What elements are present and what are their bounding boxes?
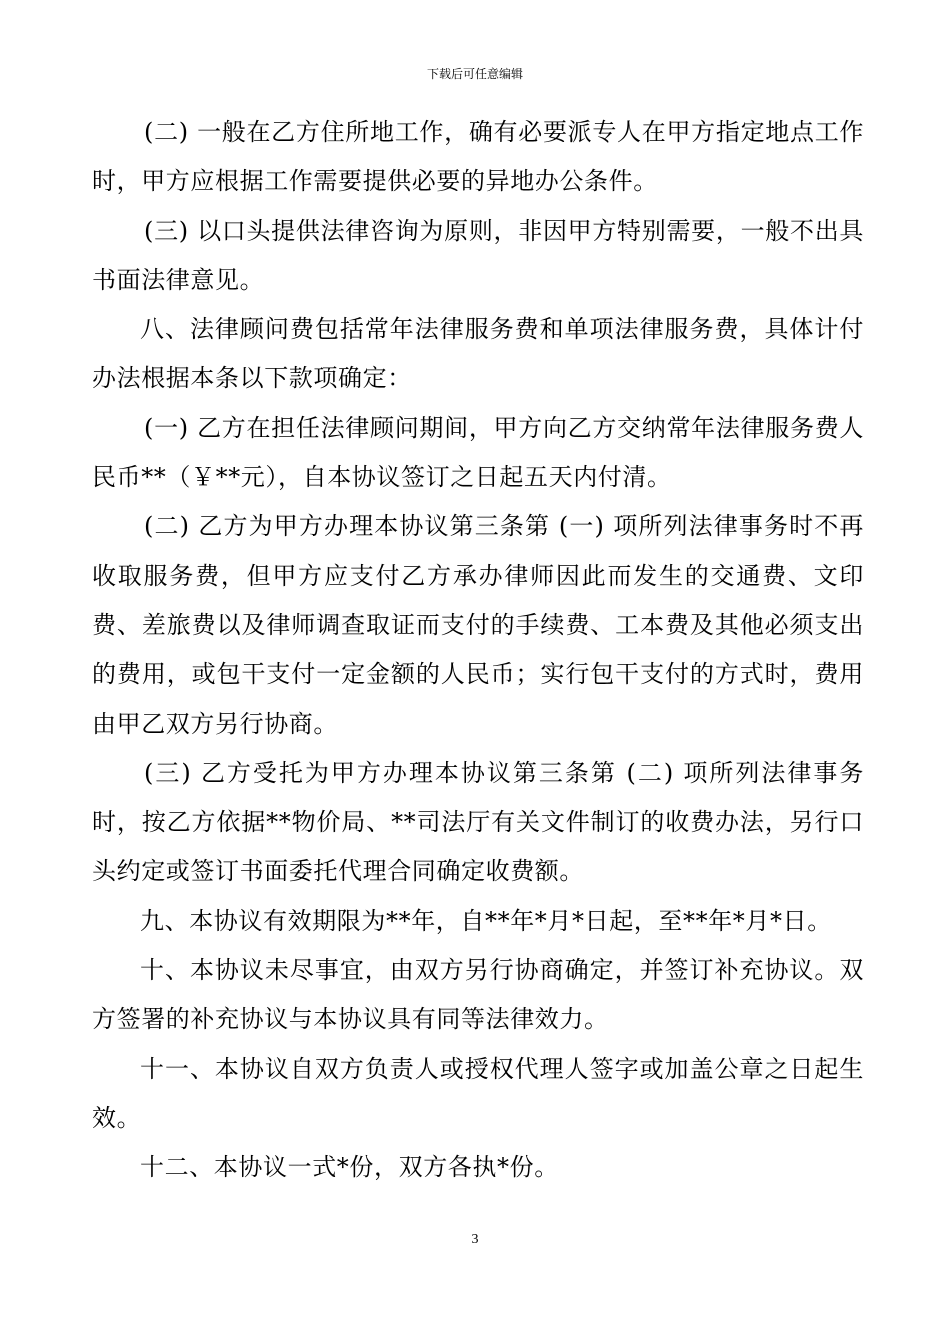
- clause-12: 十二、本协议一式*份，双方各执*份。: [140, 1153, 559, 1182]
- clause-9: 九、本协议有效期限为**年，自**年*月*日起，至**年*月*日。: [140, 906, 832, 935]
- page-number: 3: [471, 1232, 479, 1247]
- clause-8-item-1: (一) 乙方在担任法律顾问期间，甲方向乙方交纳常年法律服务费人民币**（￥**元），自本协议签订之日起五天内付清。: [92, 413, 864, 492]
- clause-8: 八、法律顾问费包括常年法律服务费和单项法律服务费，具体计付办法根据本条以下款项确定：: [92, 315, 864, 393]
- clause-7-item-3: (三) 以口头提供法律咨询为原则，非因甲方特别需要，一般不出具书面法律意见。: [92, 216, 864, 294]
- document-body: [92, 108, 864, 1193]
- clause-8-item-2: (二) 乙方为甲方办理本协议第三条第 (一) 项所列法律事务时不再收取服务费，但甲方应支付乙方承办律师因此而发生的交通费、文印费、差旅费以及律师调查取证而支付的手续费、工本费及其他必须支出的费用，或包干支付一定金额的人民币；实行包干支付的方式时，费用由甲乙双方另行协商。: [92, 512, 864, 738]
- page-header: 下载后可任意编辑: [426, 67, 523, 81]
- clause-11: 十一、本协议自双方负责人或授权代理人签字或加盖公章之日起生效。: [92, 1054, 864, 1132]
- clause-10: 十、本协议未尽事宜，由双方另行协商确定，并签订补充协议。双方签署的补充协议与本协议具有同等法律效力。: [92, 956, 864, 1034]
- clause-7-item-2: (二) 一般在乙方住所地工作，确有必要派专人在甲方指定地点工作时，甲方应根据工作需要提供必要的异地办公条件。: [92, 118, 864, 196]
- clause-8-item-3: (三) 乙方受托为甲方办理本协议第三条第 (二) 项所列法律事务时，按乙方依据**物价局、**司法厅有关文件制订的收费办法，另行口头约定或签订书面委托代理合同确定收费额。: [92, 758, 864, 886]
